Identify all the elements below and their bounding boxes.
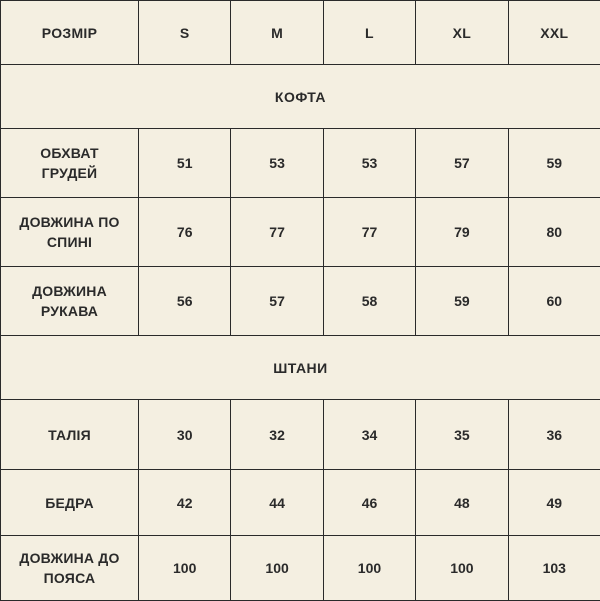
header-size-xl: XL [416,1,508,65]
cell-value: 100 [416,536,508,601]
header-size-label: РОЗМІР [1,1,139,65]
section-row-bottom [1,336,600,400]
table-row [1,536,600,601]
cell-value: 56 [139,267,231,336]
cell-value: 48 [416,470,508,536]
row-label-line: ГРУДЕЙ [5,163,134,183]
row-label [1,470,139,536]
header-size-l: L [323,1,415,65]
cell-value: 103 [508,536,600,601]
cell-value: 49 [508,470,600,536]
header-row [1,1,600,65]
row-label-line: ТАЛІЯ [5,425,134,445]
cell-value: 77 [231,198,323,267]
cell-value: 57 [231,267,323,336]
row-label [1,400,139,470]
row-label-line: СПИНІ [5,232,134,252]
row-label-line: ПОЯСА [5,568,134,588]
row-label-line: ДОВЖИНА ПО [5,212,134,232]
cell-value: 34 [323,400,415,470]
cell-value: 100 [139,536,231,601]
cell-value: 60 [508,267,600,336]
cell-value: 46 [323,470,415,536]
row-label [1,129,139,198]
header-size-m: M [231,1,323,65]
table-row [1,198,600,267]
cell-value: 100 [231,536,323,601]
row-label-line: ОБХВАТ [5,143,134,163]
cell-value: 59 [508,129,600,198]
row-label [1,267,139,336]
table-row [1,129,600,198]
cell-value: 59 [416,267,508,336]
cell-value: 30 [139,400,231,470]
row-label [1,536,139,601]
table-row [1,470,600,536]
cell-value: 32 [231,400,323,470]
cell-value: 53 [323,129,415,198]
cell-value: 77 [323,198,415,267]
cell-value: 42 [139,470,231,536]
row-label-line: ДОВЖИНА [5,281,134,301]
section-title-bottom: ШТАНИ [1,336,600,400]
cell-value: 76 [139,198,231,267]
table-row [1,400,600,470]
cell-value: 80 [508,198,600,267]
header-size-xxl: XXL [508,1,600,65]
row-label [1,198,139,267]
cell-value: 35 [416,400,508,470]
row-label-line: БЕДРА [5,493,134,513]
table-row [1,267,600,336]
cell-value: 53 [231,129,323,198]
row-label-line: РУКАВА [5,301,134,321]
cell-value: 58 [323,267,415,336]
section-title-top: КОФТА [1,65,600,129]
cell-value: 57 [416,129,508,198]
section-row-top [1,65,600,129]
cell-value: 51 [139,129,231,198]
row-label-line: ДОВЖИНА ДО [5,548,134,568]
cell-value: 44 [231,470,323,536]
header-size-s: S [139,1,231,65]
cell-value: 36 [508,400,600,470]
cell-value: 79 [416,198,508,267]
cell-value: 100 [323,536,415,601]
